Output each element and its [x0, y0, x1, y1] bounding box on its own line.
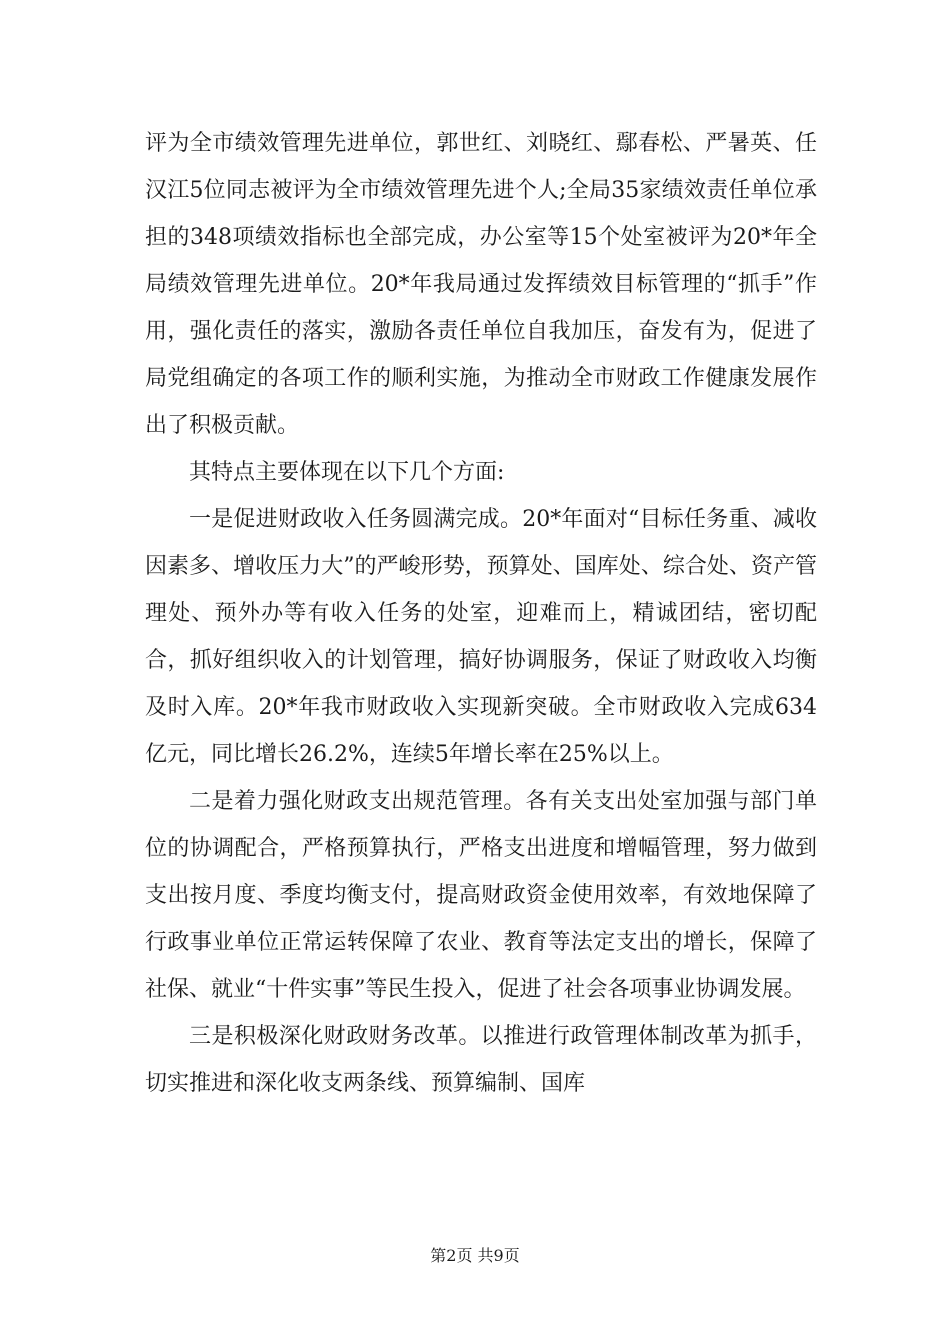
paragraph-1: 评为全市绩效管理先进单位，郭世红、刘晓红、鄢春松、严暑英、任汉江5位同志被评为全市绩效管理先进个人;全局35家绩效责任单位承担的348项绩效指标也全部完成，办公室等15个处室被评为20*年全局绩效管理先进单位。20*年我局通过发挥绩效目标管理的“抓手”作用，强化责任的落实，激励各责任单位自我加压，奋发有为，促进了局党组确定的各项工作的顺利实施，为推动全市财政工作健康发展作出了积极贡献。 [145, 131, 817, 438]
paragraph-3: 一是促进财政收入任务圆满完成。20*年面对“目标任务重、减收因素多、增收压力大”的严峻形势，预算处、国库处、综合处、资产管理处、预外办等有收入任务的处室，迎难而上，精诚团结，密切配合，抓好组织收入的计划管理，搞好协调服务，保证了财政收入均衡及时入库。20*年我市财政收入实现新突破。全市财政收入完成634亿元，同比增长26.2%，连续5年增长率在25%以上。 [145, 507, 817, 767]
paragraph-4: 二是着力强化财政支出规范管理。各有关支出处室加强与部门单位的协调配合，严格预算执行，严格支出进度和增幅管理，努力做到支出按月度、季度均衡支付，提高财政资金使用效率，有效地保障了行政事业单位正常运转保障了农业、教育等法定支出的增长，保障了社保、就业“十件实事”等民生投入，促进了社会各项事业协调发展。 [145, 789, 817, 1002]
document-body [145, 120, 817, 1107]
page-footer: 第2页 共9页 [430, 1246, 520, 1265]
paragraph-2: 其特点主要体现在以下几个方面: [189, 460, 505, 485]
paragraph-5: 三是积极深化财政财务改革。以推进行政管理体制改革为抓手，切实推进和深化收支两条线、预算编制、国库 [145, 1024, 817, 1096]
